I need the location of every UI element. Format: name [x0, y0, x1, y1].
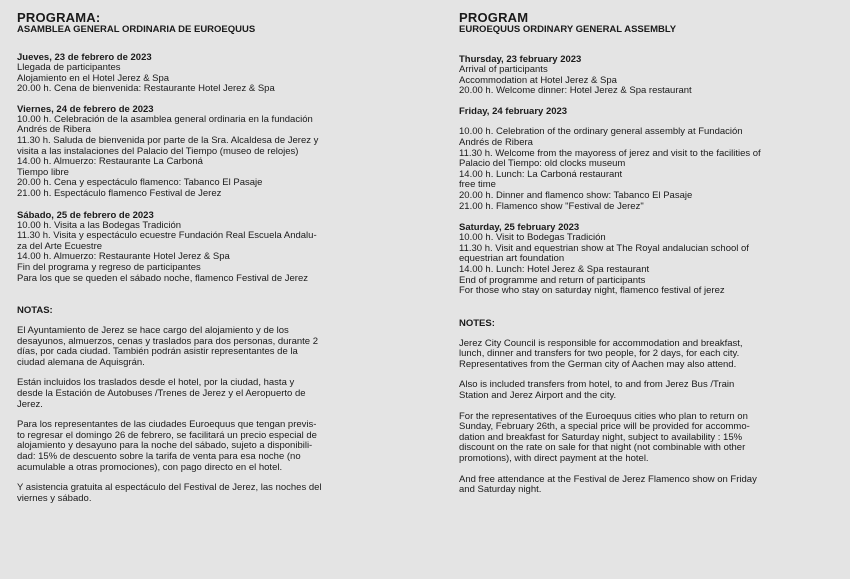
program-line: 11.30 h. Saluda de bienvenida por parte de la Sra. Alcaldesa de Jerez y: [17, 134, 319, 146]
note-line: alojamiento y desayuno para la noche del sábado, sujeto a disponibili-: [17, 440, 313, 452]
program-line: 11.30 h. Visit and equestrian show at The Royal andalucian school of: [459, 242, 749, 254]
day-heading: Viernes, 24 de febrero de 2023: [17, 103, 154, 115]
page-title: PROGRAM: [459, 10, 529, 25]
program-line: visita a las instalaciones del Palacio del Tiempo (museo de relojes): [17, 145, 299, 157]
day-heading: Thursday, 23 february 2023: [459, 54, 582, 65]
notes-title: NOTES:: [459, 317, 495, 329]
day-heading: Sábado, 25 de febrero de 2023: [17, 209, 154, 221]
day-section: [17, 52, 397, 95]
day-lines: [459, 65, 839, 97]
note-line: to regresar el domingo 26 de febrero, se facilitará un precio especial de: [17, 429, 317, 441]
program-line: Palacio del Tiempo: old clocks museum: [459, 158, 626, 170]
day-lines: [459, 117, 839, 212]
day-section: [459, 222, 839, 297]
note-line: and Saturday night.: [459, 484, 542, 496]
program-line: 10.00 h. Visita a las Bodegas Tradición: [17, 219, 182, 231]
note-line: Jerez.: [17, 398, 43, 410]
program-line: Tiempo libre: [17, 166, 69, 178]
program-line: Andrés de Ribera: [459, 136, 533, 148]
day-lines: [459, 233, 839, 297]
note-line: acumulable a otras promociones), con pago directo en el hotel.: [17, 461, 283, 473]
note-line: Station and Jerez Airport and the city.: [459, 390, 617, 402]
note-paragraph: [17, 420, 397, 473]
note-line: Y asistencia gratuita al espectáculo del Festival de Jerez, las noches del: [17, 482, 322, 494]
program-line: 10.00 h. Visit to Bodegas Tradición: [459, 232, 606, 244]
notes-title: NOTAS:: [17, 305, 53, 317]
day-lines: [17, 221, 397, 285]
note-paragraph: [459, 412, 839, 465]
day-heading: Jueves, 23 de febrero de 2023: [17, 52, 152, 63]
program-line: equestrian art foundation: [459, 253, 565, 265]
note-line: ciudad alemana de Aquisgrán.: [17, 356, 145, 368]
program-line: End of programme and return of participants: [459, 274, 646, 286]
note-line: Representatives from the German city of Aachen may also attend.: [459, 358, 737, 370]
note-paragraph: [459, 380, 839, 401]
program-line: za del Arte Ecuestre: [17, 240, 103, 252]
program-line: Llegada de participantes: [17, 62, 121, 73]
day-heading: Friday, 24 february 2023: [459, 105, 568, 117]
note-line: Also is included transfers from hotel, to and from Jerez Bus /Train: [459, 379, 735, 391]
program-line: Alojamiento en el Hotel Jerez & Spa: [17, 72, 170, 84]
program-line: Andrés de Ribera: [17, 124, 91, 136]
note-paragraph: [459, 339, 839, 371]
note-line: lunch, dinner and transfers for two people, for 2 days, for each city.: [459, 348, 740, 360]
program-line: 10.00 h. Celebración de la asamblea general ordinaria en la fundación: [17, 113, 313, 125]
day-section: [459, 106, 839, 212]
note-line: Están incluidos los traslados desde el hotel, por la ciudad, hasta y: [17, 377, 295, 389]
program-line: 20.00 h. Cena y espectáculo flamenco: Tabanco El Pasaje: [17, 177, 263, 189]
day-heading: Saturday, 25 february 2023: [459, 222, 580, 234]
day-lines: [17, 115, 397, 200]
note-line: viernes y sábado.: [17, 492, 92, 504]
day-section: [17, 104, 397, 200]
program-line: 11.30 h. Welcome from the mayoress of jerez and visit to the facilities of: [459, 147, 761, 159]
day-section: [459, 54, 839, 97]
note-line: El Ayuntamiento de Jerez se hace cargo del alojamiento y de los: [17, 325, 289, 337]
program-line: 21.00 h. Espectáculo flamenco Festival de Jerez: [17, 187, 222, 199]
day-section: [17, 210, 397, 285]
note-line: desde la Estación de Autobuses /Trenes de Jerez y el Aeropuerto de: [17, 388, 306, 400]
program-line: 11.30 h. Visita y espectáculo ecuestre Fundación Real Escuela Andalu-: [17, 230, 317, 242]
page-subtitle: EUROEQUUS ORDINARY GENERAL ASSEMBLY: [459, 24, 677, 35]
program-line: free time: [459, 179, 496, 191]
program-line: 20.00 h. Cena de bienvenida: Restaurante Hotel Jerez & Spa: [17, 83, 275, 95]
note-line: dation and breakfast for Saturday night, subject to availability : 15%: [459, 431, 743, 443]
page-title: PROGRAMA:: [17, 10, 101, 25]
program-line: 10.00 h. Celebration of the ordinary general assembly at Fundación: [459, 126, 743, 138]
program-line: 20.00 h. Dinner and flamenco show: Tabanco El Pasaje: [459, 189, 693, 201]
note-line: días, por cada ciudad. También podrán asistir representantes de la: [17, 346, 298, 358]
note-paragraph: [17, 483, 397, 504]
note-line: Para los representantes de las ciudades Euroequus que tengan previs-: [17, 419, 317, 431]
note-line: And free attendance at the Festival de Jerez Flamenco show on Friday: [459, 473, 757, 485]
note-line: Sunday, February 26th, a special price will be provided for accommo-: [459, 421, 750, 433]
note-line: Jerez City Council is responsible for accommodation and breakfast,: [459, 337, 743, 349]
note-paragraph: [459, 475, 839, 496]
program-line: 21.00 h. Flamenco show "Festival de Jerez": [459, 200, 644, 212]
note-line: For the representatives of the Euroequus cities who plan to return on: [459, 410, 748, 422]
program-line: Para los que se queden el sábado noche, flamenco Festival de Jerez: [17, 272, 308, 284]
note-paragraph: [17, 378, 397, 410]
day-lines: [17, 63, 397, 95]
page-subtitle: ASAMBLEA GENERAL ORDINARIA DE EUROEQUUS: [17, 24, 256, 35]
spanish-column: [17, 11, 397, 504]
program-line: 14.00 h. Lunch: La Carboná restaurant: [459, 168, 623, 180]
program-line: Arrival of participants: [459, 64, 548, 75]
english-column: [459, 11, 839, 496]
program-line: 14.00 h. Almuerzo: Restaurante La Carboná: [17, 156, 203, 168]
program-line: 20.00 h. Welcome dinner: Hotel Jerez & Spa restaurant: [459, 85, 692, 97]
program-line: 14.00 h. Lunch: Hotel Jerez & Spa restaurant: [459, 263, 650, 275]
note-line: discount on the rate on sale for that night (not combinable with other: [459, 442, 746, 454]
program-line: Fin del programa y regreso de participantes: [17, 261, 201, 273]
program-line: 14.00 h. Almuerzo: Restaurante Hotel Jerez & Spa: [17, 251, 230, 263]
note-line: dad: 15% de descuento sobre la tarifa de venta para esa noche (no: [17, 451, 301, 463]
note-paragraph: [17, 326, 397, 368]
program-line: For those who stay on saturday night, flamenco festival of jerez: [459, 285, 725, 297]
note-line: promotions), with direct payment at the hotel.: [459, 453, 649, 465]
program-line: Accommodation at Hotel Jerez & Spa: [459, 74, 617, 86]
note-line: desayunos, almuerzos, cenas y traslados para dos personas, durante 2: [17, 335, 319, 347]
